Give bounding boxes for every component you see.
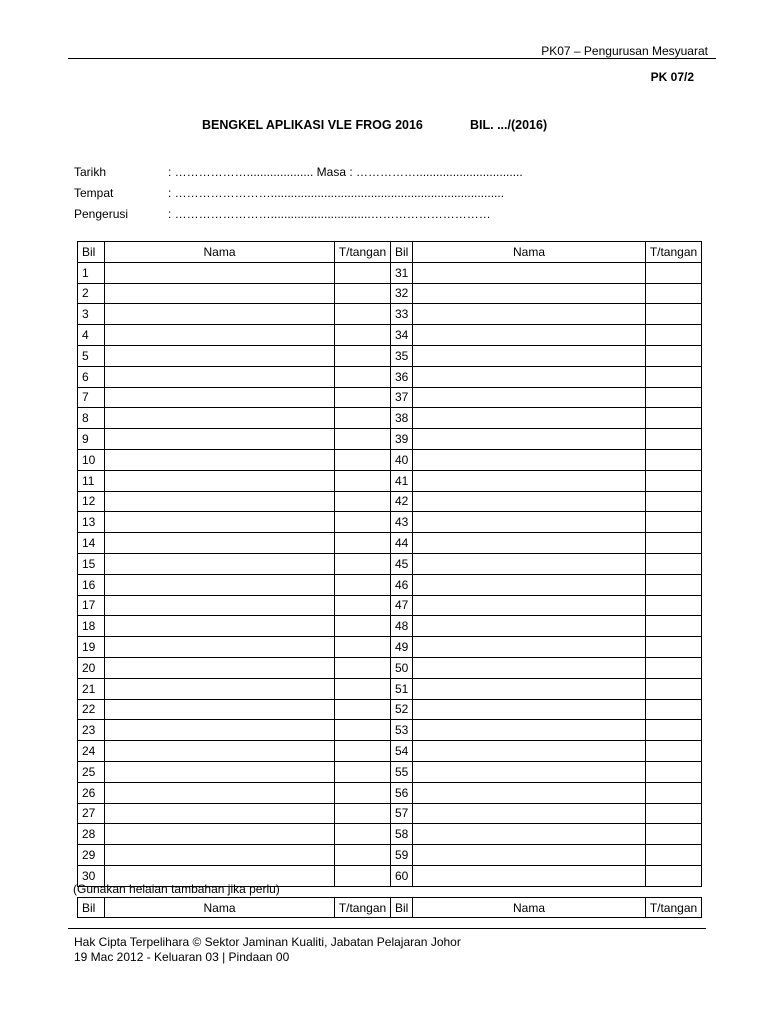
row-number: 32 (391, 283, 413, 304)
tandatangan-cell[interactable] (646, 761, 702, 782)
tandatangan-cell[interactable] (646, 803, 702, 824)
tandatangan-cell[interactable] (335, 408, 391, 429)
row-number: 47 (391, 595, 413, 616)
table-row (78, 657, 702, 678)
nama-cell[interactable] (413, 366, 646, 387)
table-row (78, 782, 702, 803)
row-number: 50 (391, 657, 413, 678)
table-row (78, 429, 702, 450)
row-number: 54 (391, 741, 413, 762)
attendance-table (77, 241, 702, 887)
nama-cell[interactable] (413, 304, 646, 325)
table-row (78, 491, 702, 512)
row-number: 10 (78, 449, 105, 470)
nama-cell[interactable] (105, 720, 335, 741)
table-row (78, 574, 702, 595)
row-number: 38 (391, 408, 413, 429)
tandatangan-cell[interactable] (335, 262, 391, 283)
title-main: BENGKEL APLIKASI VLE FROG 2016 (202, 118, 423, 132)
tandatangan-cell[interactable] (335, 512, 391, 533)
nama-cell[interactable] (413, 283, 646, 304)
tandatangan-cell[interactable] (335, 657, 391, 678)
table-row (78, 345, 702, 366)
tandatangan-cell[interactable] (335, 699, 391, 720)
row-number: 30 (78, 865, 105, 886)
tandatangan-cell[interactable] (335, 325, 391, 346)
row-number: 13 (78, 512, 105, 533)
table-header-row (78, 242, 702, 263)
row-number: 58 (391, 824, 413, 845)
tandatangan-cell[interactable] (646, 678, 702, 699)
nama-cell[interactable] (413, 699, 646, 720)
form-code: PK 07/2 (650, 70, 694, 84)
row-number: 46 (391, 574, 413, 595)
nama-cell[interactable] (413, 325, 646, 346)
row-number: 29 (78, 845, 105, 866)
table-row (78, 262, 702, 283)
tandatangan-cell[interactable] (335, 470, 391, 491)
extra-sheet-note: (Gunakan helaian tambahan jika perlu) (73, 882, 280, 896)
row-number: 57 (391, 803, 413, 824)
table-row (78, 595, 702, 616)
table-row (78, 616, 702, 637)
footer-divider (68, 928, 706, 929)
row-number: 37 (391, 387, 413, 408)
tandatangan-cell[interactable] (335, 782, 391, 803)
row-number: 43 (391, 512, 413, 533)
tandatangan-cell[interactable] (646, 595, 702, 616)
table-row (78, 283, 702, 304)
tandatangan-cell[interactable] (646, 865, 702, 886)
tandatangan-cell[interactable] (646, 325, 702, 346)
table-row (78, 699, 702, 720)
nama-cell[interactable] (105, 782, 335, 803)
row-number: 23 (78, 720, 105, 741)
nama-cell[interactable] (105, 574, 335, 595)
tandatangan-cell[interactable] (335, 283, 391, 304)
nama-cell[interactable] (413, 741, 646, 762)
nama-cell[interactable] (105, 345, 335, 366)
row-number: 48 (391, 616, 413, 637)
table-row (78, 366, 702, 387)
tandatangan-cell[interactable] (646, 262, 702, 283)
row-number: 60 (391, 865, 413, 886)
row-number: 44 (391, 533, 413, 554)
row-number: 3 (78, 304, 105, 325)
header-nama: Nama (413, 898, 646, 918)
row-number: 51 (391, 678, 413, 699)
pengerusi-field[interactable]: : ……………………..............................………………………… (168, 207, 491, 221)
header-nama: Nama (105, 242, 335, 263)
nama-cell[interactable] (413, 782, 646, 803)
tandatangan-cell[interactable] (646, 657, 702, 678)
nama-cell[interactable] (105, 512, 335, 533)
row-number: 17 (78, 595, 105, 616)
table-header-row (78, 898, 702, 918)
tandatangan-cell[interactable] (335, 429, 391, 450)
row-number: 34 (391, 325, 413, 346)
nama-cell[interactable] (105, 824, 335, 845)
tandatangan-cell[interactable] (335, 595, 391, 616)
copyright-text: Hak Cipta Terpelihara © Sektor Jaminan Kualiti, Jabatan Pelajaran Johor (74, 935, 461, 949)
table-row (78, 553, 702, 574)
row-number: 11 (78, 470, 105, 491)
nama-cell[interactable] (105, 803, 335, 824)
tandatangan-cell[interactable] (335, 387, 391, 408)
nama-cell[interactable] (413, 345, 646, 366)
nama-cell[interactable] (105, 470, 335, 491)
tandatangan-cell[interactable] (646, 366, 702, 387)
table-row (78, 637, 702, 658)
row-number: 55 (391, 761, 413, 782)
table-row (78, 325, 702, 346)
row-number: 15 (78, 553, 105, 574)
nama-cell[interactable] (105, 761, 335, 782)
nama-cell[interactable] (105, 429, 335, 450)
row-number: 6 (78, 366, 105, 387)
row-number: 7 (78, 387, 105, 408)
nama-cell[interactable] (413, 449, 646, 470)
row-number: 36 (391, 366, 413, 387)
document-reference: PK07 – Pengurusan Mesyuarat (541, 44, 708, 58)
table-row (78, 470, 702, 491)
tandatangan-cell[interactable] (646, 429, 702, 450)
row-number: 9 (78, 429, 105, 450)
nama-cell[interactable] (413, 678, 646, 699)
table-row (78, 720, 702, 741)
tandatangan-cell[interactable] (646, 574, 702, 595)
pengerusi-label: Pengerusi (74, 207, 129, 221)
header-nama: Nama (105, 898, 335, 918)
tandatangan-cell[interactable] (646, 408, 702, 429)
tandatangan-cell[interactable] (335, 824, 391, 845)
tandatangan-cell[interactable] (335, 449, 391, 470)
nama-cell[interactable] (413, 429, 646, 450)
row-number: 45 (391, 553, 413, 574)
nama-cell[interactable] (105, 657, 335, 678)
table-row (78, 761, 702, 782)
tandatangan-cell[interactable] (335, 865, 391, 886)
tandatangan-cell[interactable] (646, 449, 702, 470)
row-number: 12 (78, 491, 105, 512)
tandatangan-cell[interactable] (335, 637, 391, 658)
nama-cell[interactable] (413, 761, 646, 782)
tandatangan-cell[interactable] (646, 741, 702, 762)
table-row (78, 449, 702, 470)
table-row (78, 741, 702, 762)
nama-cell[interactable] (105, 637, 335, 658)
nama-cell[interactable] (105, 366, 335, 387)
nama-cell[interactable] (413, 553, 646, 574)
nama-cell[interactable] (105, 283, 335, 304)
tandatangan-cell[interactable] (646, 553, 702, 574)
row-number: 19 (78, 637, 105, 658)
row-number: 2 (78, 283, 105, 304)
tandatangan-cell[interactable] (335, 803, 391, 824)
header-bil: Bil (78, 898, 105, 918)
row-number: 42 (391, 491, 413, 512)
tandatangan-cell[interactable] (646, 616, 702, 637)
nama-cell[interactable] (105, 449, 335, 470)
header-bil: Bil (391, 898, 413, 918)
row-number: 25 (78, 761, 105, 782)
table-row (78, 678, 702, 699)
tandatangan-cell[interactable] (646, 637, 702, 658)
tandatangan-cell[interactable] (646, 699, 702, 720)
row-number: 5 (78, 345, 105, 366)
tarikh-label: Tarikh (74, 165, 107, 179)
row-number: 49 (391, 637, 413, 658)
tandatangan-cell[interactable] (646, 533, 702, 554)
nama-cell[interactable] (413, 387, 646, 408)
nama-cell[interactable] (105, 491, 335, 512)
tandatangan-cell[interactable] (335, 553, 391, 574)
nama-cell[interactable] (413, 533, 646, 554)
tandatangan-cell[interactable] (335, 491, 391, 512)
nama-cell[interactable] (413, 720, 646, 741)
row-number: 24 (78, 741, 105, 762)
table-row (78, 387, 702, 408)
row-number: 31 (391, 262, 413, 283)
extra-sheet-header-table (77, 897, 702, 918)
nama-cell[interactable] (105, 678, 335, 699)
row-number: 41 (391, 470, 413, 491)
table-row (78, 304, 702, 325)
tandatangan-cell[interactable] (335, 720, 391, 741)
tandatangan-cell[interactable] (646, 824, 702, 845)
tandatangan-cell[interactable] (646, 387, 702, 408)
row-number: 4 (78, 325, 105, 346)
table-row (78, 824, 702, 845)
nama-cell[interactable] (413, 824, 646, 845)
nama-cell[interactable] (105, 699, 335, 720)
tandatangan-cell[interactable] (646, 345, 702, 366)
tandatangan-cell[interactable] (335, 761, 391, 782)
nama-cell[interactable] (105, 262, 335, 283)
tandatangan-cell[interactable] (335, 366, 391, 387)
tandatangan-cell[interactable] (335, 741, 391, 762)
tempat-field[interactable]: : ……………………...................................................................... (168, 186, 505, 200)
tandatangan-cell[interactable] (646, 720, 702, 741)
nama-cell[interactable] (413, 408, 646, 429)
nama-cell[interactable] (413, 637, 646, 658)
nama-cell[interactable] (105, 304, 335, 325)
tandatangan-cell[interactable] (646, 782, 702, 803)
row-number: 14 (78, 533, 105, 554)
tandatangan-cell[interactable] (646, 845, 702, 866)
row-number: 26 (78, 782, 105, 803)
row-number: 20 (78, 657, 105, 678)
tandatangan-cell[interactable] (335, 845, 391, 866)
nama-cell[interactable] (105, 553, 335, 574)
row-number: 27 (78, 803, 105, 824)
header-tandatangan: T/tangan (646, 898, 702, 918)
nama-cell[interactable] (413, 595, 646, 616)
row-number: 16 (78, 574, 105, 595)
nama-cell[interactable] (413, 491, 646, 512)
nama-cell[interactable] (105, 387, 335, 408)
row-number: 40 (391, 449, 413, 470)
row-number: 28 (78, 824, 105, 845)
row-number: 1 (78, 262, 105, 283)
nama-cell[interactable] (413, 865, 646, 886)
header-bil: Bil (78, 242, 105, 263)
tandatangan-cell[interactable] (646, 470, 702, 491)
tandatangan-cell[interactable] (335, 533, 391, 554)
header-nama: Nama (413, 242, 646, 263)
tandatangan-cell[interactable] (646, 283, 702, 304)
tandatangan-cell[interactable] (335, 304, 391, 325)
row-number: 8 (78, 408, 105, 429)
table-row (78, 845, 702, 866)
header-divider (68, 58, 716, 59)
tandatangan-cell[interactable] (646, 512, 702, 533)
table-row (78, 512, 702, 533)
nama-cell[interactable] (413, 657, 646, 678)
nama-cell[interactable] (413, 512, 646, 533)
tandatangan-cell[interactable] (646, 491, 702, 512)
tempat-label: Tempat (74, 186, 114, 200)
nama-cell[interactable] (413, 574, 646, 595)
row-number: 35 (391, 345, 413, 366)
row-number: 21 (78, 678, 105, 699)
nama-cell[interactable] (105, 845, 335, 866)
title-bil: BIL. .../(2016) (470, 118, 548, 132)
row-number: 56 (391, 782, 413, 803)
row-number: 53 (391, 720, 413, 741)
header-tandatangan: T/tangan (646, 242, 702, 263)
tarikh-field[interactable]: : ……………….................... Masa : ……………................................ (168, 165, 523, 179)
tandatangan-cell[interactable] (335, 678, 391, 699)
row-number: 52 (391, 699, 413, 720)
tandatangan-cell[interactable] (646, 304, 702, 325)
nama-cell[interactable] (105, 741, 335, 762)
table-row (78, 408, 702, 429)
issue-info: 19 Mac 2012 - Keluaran 03 | Pindaan 00 (74, 950, 290, 964)
row-number: 18 (78, 616, 105, 637)
nama-cell[interactable] (105, 616, 335, 637)
tandatangan-cell[interactable] (335, 574, 391, 595)
nama-cell[interactable] (413, 803, 646, 824)
nama-cell[interactable] (413, 616, 646, 637)
nama-cell[interactable] (413, 262, 646, 283)
row-number: 39 (391, 429, 413, 450)
table-row (78, 803, 702, 824)
nama-cell[interactable] (413, 470, 646, 491)
nama-cell[interactable] (105, 533, 335, 554)
tandatangan-cell[interactable] (335, 345, 391, 366)
header-bil: Bil (391, 242, 413, 263)
row-number: 33 (391, 304, 413, 325)
nama-cell[interactable] (105, 325, 335, 346)
nama-cell[interactable] (105, 408, 335, 429)
table-row (78, 533, 702, 554)
header-tandatangan: T/tangan (335, 898, 391, 918)
tandatangan-cell[interactable] (335, 616, 391, 637)
header-tandatangan: T/tangan (335, 242, 391, 263)
nama-cell[interactable] (413, 845, 646, 866)
row-number: 59 (391, 845, 413, 866)
row-number: 22 (78, 699, 105, 720)
nama-cell[interactable] (105, 595, 335, 616)
